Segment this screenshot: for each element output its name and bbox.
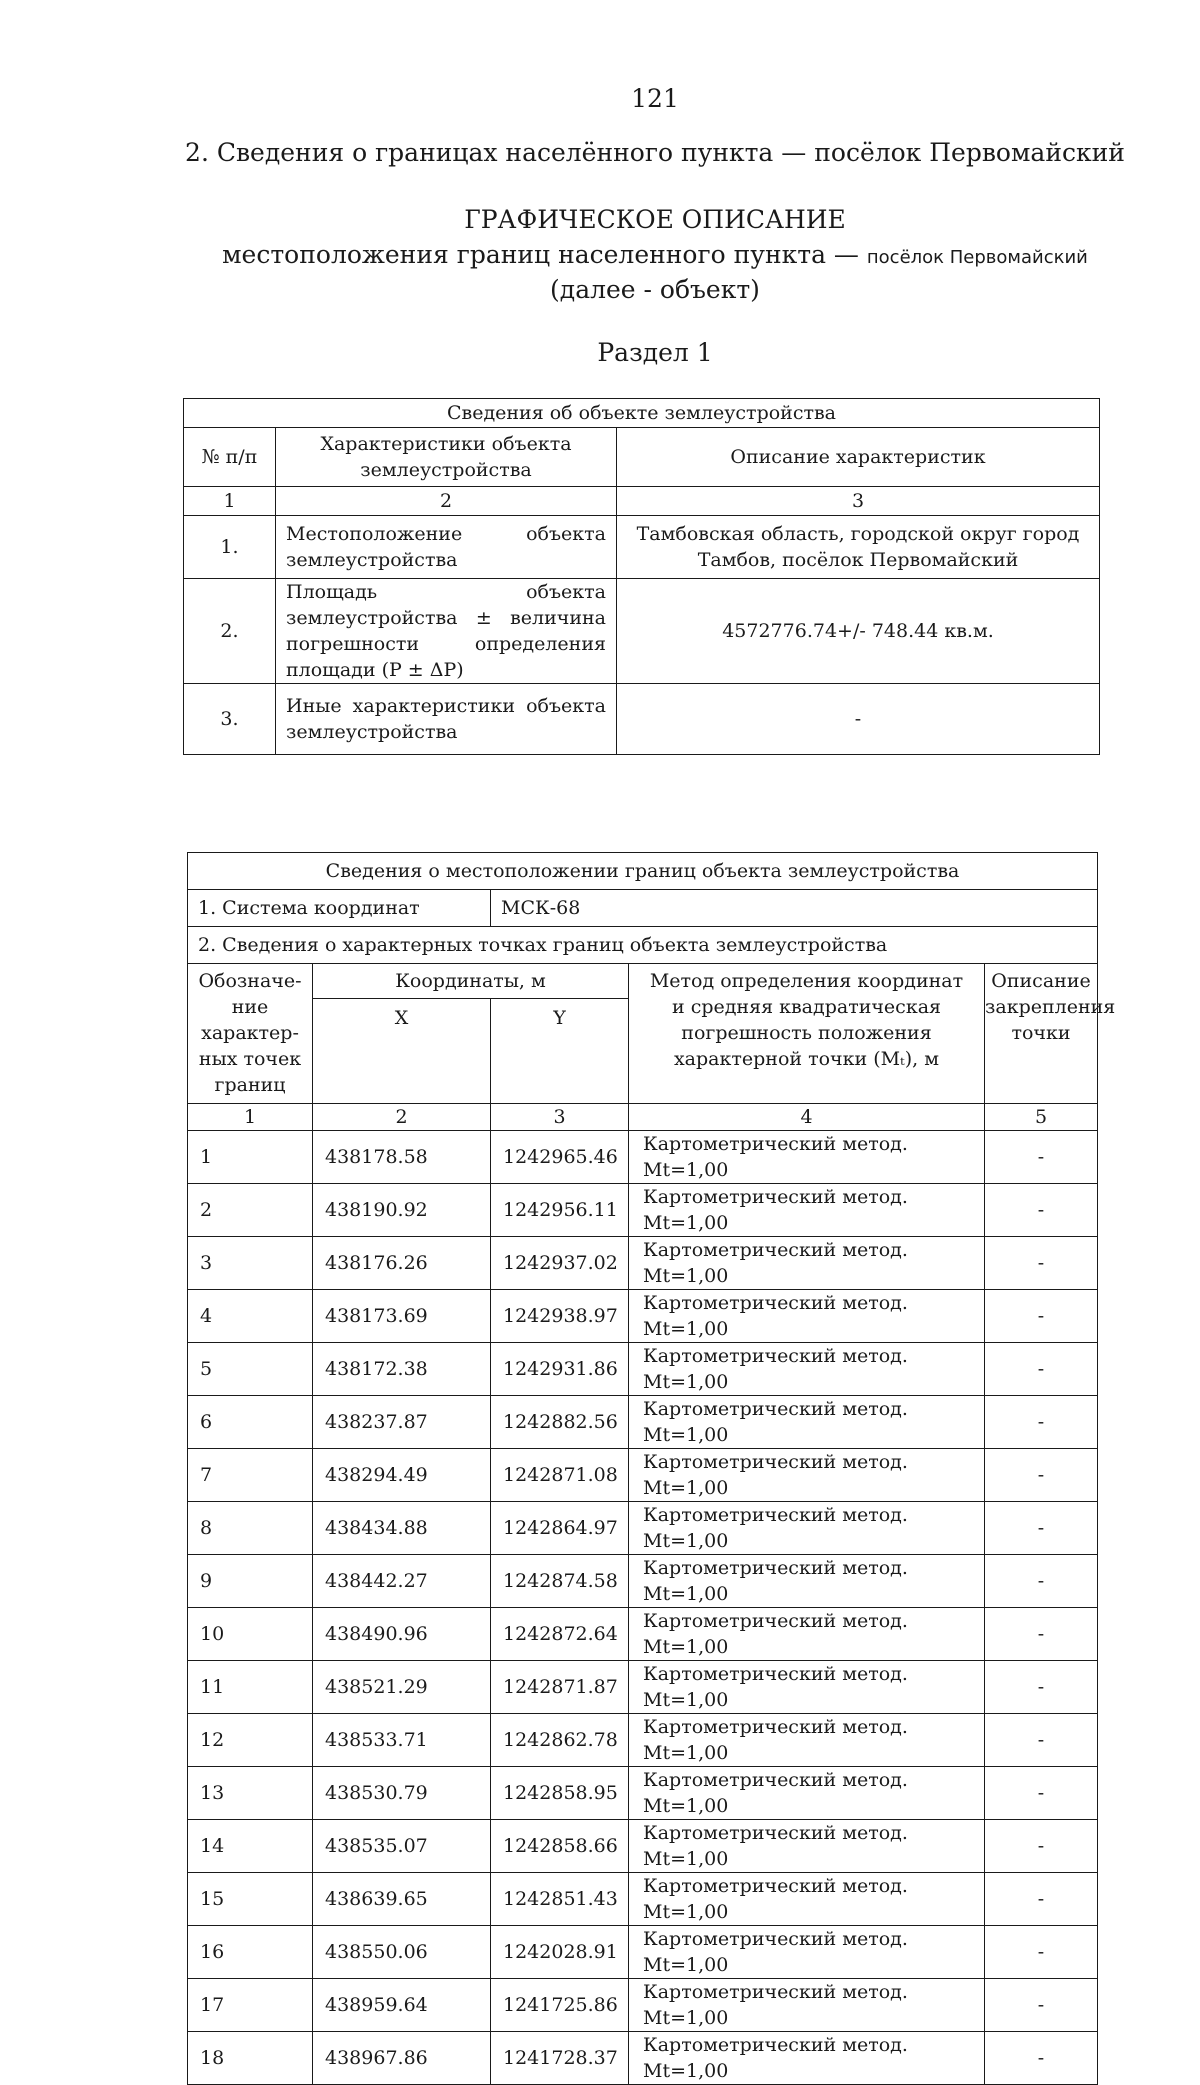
point-number: 4 [188, 1290, 313, 1343]
section-1-label: Раздел 1 [597, 338, 713, 367]
point-x: 438294.49 [313, 1449, 491, 1502]
table-row [188, 1767, 1098, 1820]
point-fixing: - [985, 1820, 1098, 1873]
point-x: 438530.79 [313, 1767, 491, 1820]
point-number: 7 [188, 1449, 313, 1502]
point-fixing: - [985, 1767, 1098, 1820]
point-number: 6 [188, 1396, 313, 1449]
point-y: 1242965.46 [491, 1131, 629, 1184]
point-method: Картометрический метод. Mt=1,00 [629, 1184, 985, 1237]
point-x: 438178.58 [313, 1131, 491, 1184]
table-row [184, 516, 1100, 579]
point-y: 1242871.08 [491, 1449, 629, 1502]
table-row [188, 1237, 1098, 1290]
point-x: 438959.64 [313, 1979, 491, 2032]
point-number: 2 [188, 1184, 313, 1237]
point-fixing: - [985, 1608, 1098, 1661]
point-y: 1242931.86 [491, 1343, 629, 1396]
row-description: - [617, 684, 1100, 755]
point-method: Картометрический метод. Mt=1,00 [629, 1555, 985, 1608]
point-number: 12 [188, 1714, 313, 1767]
point-number: 5 [188, 1343, 313, 1396]
point-method: Картометрический метод. Mt=1,00 [629, 1608, 985, 1661]
point-method: Картометрический метод. Mt=1,00 [629, 1767, 985, 1820]
point-y: 1242028.91 [491, 1926, 629, 1979]
header-characteristic: Характеристики объекта землеустройства [276, 428, 617, 487]
point-method: Картометрический метод. Mt=1,00 [629, 2032, 985, 2085]
point-number: 16 [188, 1926, 313, 1979]
point-method: Картометрический метод. Mt=1,00 [629, 1714, 985, 1767]
point-x: 438967.86 [313, 2032, 491, 2085]
table-row [188, 1290, 1098, 1343]
point-y: 1242864.97 [491, 1502, 629, 1555]
point-y: 1242862.78 [491, 1714, 629, 1767]
point-x: 438533.71 [313, 1714, 491, 1767]
row-num: 1. [184, 516, 276, 579]
point-number: 17 [188, 1979, 313, 2032]
point-x: 438550.06 [313, 1926, 491, 1979]
table-row [188, 1449, 1098, 1502]
col-number: 4 [629, 1104, 985, 1131]
table-row [188, 1396, 1098, 1449]
row-characteristic: Площадь объекта землеустройства ± величина погрешности определения площади (P ± ΔP) [276, 579, 617, 684]
table-row [188, 1979, 1098, 2032]
point-fixing: - [985, 1184, 1098, 1237]
point-y: 1242858.95 [491, 1767, 629, 1820]
point-x: 438190.92 [313, 1184, 491, 1237]
header-fixing: Описание закрепления точки [985, 964, 1098, 1104]
point-fixing: - [985, 1343, 1098, 1396]
point-x: 438535.07 [313, 1820, 491, 1873]
header-y: Y [491, 999, 629, 1104]
col-number: 5 [985, 1104, 1098, 1131]
point-y: 1242882.56 [491, 1396, 629, 1449]
document-heading: 2. Сведения о границах населённого пункта — посёлок Первомайский [185, 138, 1125, 167]
point-number: 3 [188, 1237, 313, 1290]
header-coords: Координаты, м [313, 964, 629, 999]
table-row [188, 1131, 1098, 1184]
table-row [188, 1502, 1098, 1555]
point-number: 1 [188, 1131, 313, 1184]
point-y: 1241725.86 [491, 1979, 629, 2032]
point-fixing: - [985, 1926, 1098, 1979]
point-fixing: - [985, 1502, 1098, 1555]
page-number: 121 [631, 84, 679, 113]
point-method: Картометрический метод. Mt=1,00 [629, 1343, 985, 1396]
table-row [184, 579, 1100, 684]
point-fixing: - [985, 1237, 1098, 1290]
point-method: Картометрический метод. Mt=1,00 [629, 1873, 985, 1926]
point-method: Картометрический метод. Mt=1,00 [629, 1237, 985, 1290]
point-y: 1242858.66 [491, 1820, 629, 1873]
point-y: 1242871.87 [491, 1661, 629, 1714]
table-row [188, 1184, 1098, 1237]
header-num: № п/п [184, 428, 276, 487]
point-number: 9 [188, 1555, 313, 1608]
header-method: Метод определения координат и средняя квадратическая погрешность положения характерной точки (Mₜ), м [629, 964, 985, 1104]
header-x: X [313, 999, 491, 1104]
point-fixing: - [985, 1290, 1098, 1343]
point-fixing: - [985, 1449, 1098, 1502]
table-title: Сведения о местоположении границ объекта землеустройства [188, 853, 1098, 890]
point-y: 1242872.64 [491, 1608, 629, 1661]
point-method: Картометрический метод. Mt=1,00 [629, 1449, 985, 1502]
point-x: 438176.26 [313, 1237, 491, 1290]
points-title: 2. Сведения о характерных точках границ объекта землеустройства [188, 927, 1098, 964]
point-method: Картометрический метод. Mt=1,00 [629, 1926, 985, 1979]
point-y: 1242851.43 [491, 1873, 629, 1926]
table-row [188, 1555, 1098, 1608]
table-row [188, 1820, 1098, 1873]
col-number: 3 [491, 1104, 629, 1131]
point-x: 438434.88 [313, 1502, 491, 1555]
table-row [188, 1873, 1098, 1926]
col-number: 2 [276, 487, 617, 516]
point-fixing: - [985, 1396, 1098, 1449]
point-number: 10 [188, 1608, 313, 1661]
table-row [188, 1343, 1098, 1396]
table-row [188, 1926, 1098, 1979]
table-row [184, 684, 1100, 755]
row-description: 4572776.74+/- 748.44 кв.м. [617, 579, 1100, 684]
point-x: 438237.87 [313, 1396, 491, 1449]
point-x: 438172.38 [313, 1343, 491, 1396]
point-x: 438173.69 [313, 1290, 491, 1343]
point-number: 14 [188, 1820, 313, 1873]
point-fixing: - [985, 1661, 1098, 1714]
point-fixing: - [985, 1979, 1098, 2032]
point-fixing: - [985, 1131, 1098, 1184]
subtitle-name: посёлок Первомайский [866, 247, 1088, 268]
table-row [188, 2032, 1098, 2085]
point-number: 15 [188, 1873, 313, 1926]
row-num: 3. [184, 684, 276, 755]
row-characteristic: Иные характеристики объекта землеустройства [276, 684, 617, 755]
point-number: 8 [188, 1502, 313, 1555]
point-number: 11 [188, 1661, 313, 1714]
header-description: Описание характеристик [617, 428, 1100, 487]
col-number: 1 [188, 1104, 313, 1131]
point-fixing: - [985, 2032, 1098, 2085]
point-x: 438521.29 [313, 1661, 491, 1714]
col-number: 2 [313, 1104, 491, 1131]
point-x: 438490.96 [313, 1608, 491, 1661]
table-row [188, 1714, 1098, 1767]
row-num: 2. [184, 579, 276, 684]
col-number: 1 [184, 487, 276, 516]
point-number: 13 [188, 1767, 313, 1820]
point-method: Картометрический метод. Mt=1,00 [629, 1820, 985, 1873]
point-y: 1241728.37 [491, 2032, 629, 2085]
point-fixing: - [985, 1873, 1098, 1926]
document-subtitle-2: (далее - объект) [550, 275, 760, 304]
point-method: Картометрический метод. Mt=1,00 [629, 1396, 985, 1449]
row-characteristic: Местоположение объекта землеустройства [276, 516, 617, 579]
point-x: 438639.65 [313, 1873, 491, 1926]
document-subtitle [0, 240, 1200, 269]
col-number: 3 [617, 487, 1100, 516]
point-method: Картометрический метод. Mt=1,00 [629, 1502, 985, 1555]
row-description: Тамбовская область, городской округ город Тамбов, посёлок Первомайский [617, 516, 1100, 579]
point-method: Картометрический метод. Mt=1,00 [629, 1661, 985, 1714]
point-x: 438442.27 [313, 1555, 491, 1608]
header-point: Обозначе-ние характер-ных точек границ [188, 964, 313, 1104]
point-method: Картометрический метод. Mt=1,00 [629, 1131, 985, 1184]
point-y: 1242938.97 [491, 1290, 629, 1343]
point-fixing: - [985, 1714, 1098, 1767]
document-title: ГРАФИЧЕСКОЕ ОПИСАНИЕ [464, 205, 846, 234]
coord-system-value: МСК-68 [491, 890, 1098, 927]
point-number: 18 [188, 2032, 313, 2085]
boundary-points-table [187, 852, 1116, 2085]
object-info-table [183, 398, 1100, 755]
point-method: Картометрический метод. Mt=1,00 [629, 1290, 985, 1343]
point-fixing: - [985, 1555, 1098, 1608]
table-row [188, 1608, 1098, 1661]
point-y: 1242874.58 [491, 1555, 629, 1608]
table-row [188, 1661, 1098, 1714]
point-method: Картометрический метод. Mt=1,00 [629, 1979, 985, 2032]
coord-system-label: 1. Система координат [188, 890, 491, 927]
subtitle-main: местоположения границ населенного пункта — [222, 240, 859, 269]
point-y: 1242937.02 [491, 1237, 629, 1290]
point-y: 1242956.11 [491, 1184, 629, 1237]
table-title: Сведения об объекте землеустройства [184, 399, 1100, 428]
